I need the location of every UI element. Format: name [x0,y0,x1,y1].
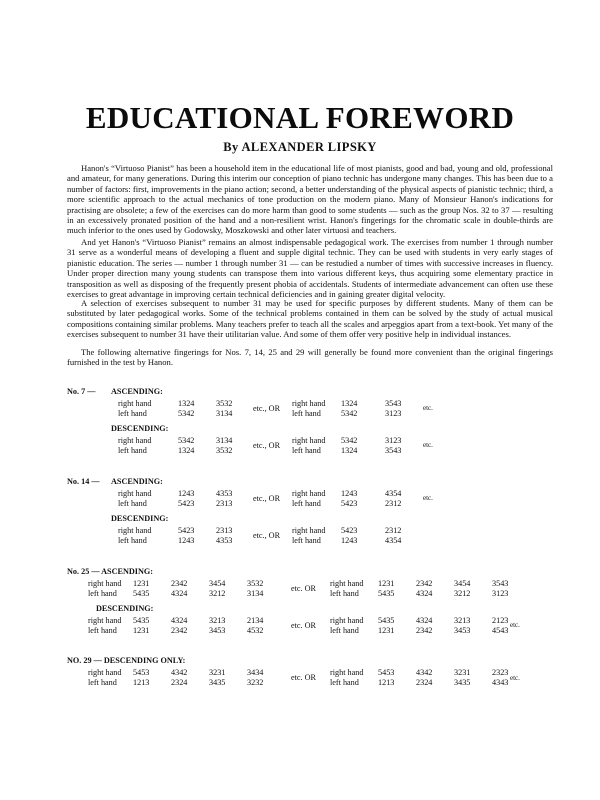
fingering-value: 3532 [216,446,233,455]
author-byline: By ALEXANDER LIPSKY [223,140,377,154]
hand-label: left hand [330,589,359,598]
hand-label: right hand [118,436,152,445]
fingering-value: 3453 [454,626,471,635]
fingering-value: 4324 [416,589,433,598]
fingering-value: 3213 [454,616,471,625]
fingering-value: 3232 [247,678,264,687]
fingering-value: 3231 [454,668,471,677]
fingering-value: 4532 [247,626,264,635]
fingering-value: 3123 [385,409,402,418]
fingering-value: 5435 [378,616,395,625]
fingering-value: 2313 [216,526,233,535]
fingering-value: 2312 [385,526,402,535]
fingering-value: 1231 [378,626,395,635]
fingering-value: 5453 [133,668,150,677]
fingering-value: 3123 [385,436,402,445]
fingering-value: 1243 [178,536,195,545]
fingering-value: 3532 [247,579,264,588]
fingering-value: 3543 [492,579,509,588]
fingering-value: 1243 [341,536,358,545]
fingering-value: 5453 [378,668,395,677]
fingering-value: 4543 [492,626,509,635]
etc-text: etc. [423,441,433,449]
exercise-label: No. 7 — [67,387,96,396]
hand-label: left hand [118,409,147,418]
paragraph-1: Hanon's “Virtuoso Pianist” has been a household item in the educational life of most pianists, good and bad, young and old, professional and amateur, for many generations. During this interim our conception of piano technic has undergone many changes. This has been due to a number of factors: first, improvements in the piano action; second, a better understanding of the physical aspects of pianistic technic; third, a more scientific approach to the actual mechanics of tone production on the modern piano. Many of Monsieur Hanon's indications for practising are obsolete; a few of the exercises can do more harm than good to some students — such as the group Nos. 32 to 37 — resulting in an excessively pronated position of the hand and a non-resilient wrist. Hanon's fingerings for the chromatic scale in double-thirds are much inferior to the ones used by Godowsky, Moszkowski and other later virtuosi and teachers. [67,163,553,236]
hand-label: right hand [118,526,152,535]
fingering-value: 3532 [216,399,233,408]
section-heading: DESCENDING: [96,604,154,613]
fingering-value: 2342 [416,626,433,635]
hand-label: left hand [118,446,147,455]
fingering-value: 3123 [492,589,509,598]
fingering-value: 1324 [341,399,358,408]
fingering-value: 3212 [209,589,226,598]
section-heading: ASCENDING: [111,477,163,486]
fingering-value: 2342 [171,579,188,588]
fingering-value: 3134 [216,409,233,418]
etc-or-text: etc., OR [253,494,281,503]
hand-label: left hand [292,499,321,508]
fingering-value: 4324 [416,616,433,625]
fingering-value: 2312 [385,499,402,508]
fingering-value: 4343 [492,678,509,687]
hand-label: right hand [118,399,152,408]
etc-or-text: etc., OR [253,441,281,450]
paragraph-2: And yet Hanon's “Virtuoso Pianist” remains an almost indispensable pedagogical work. The exercises from number 1 through number 31 serve as a wonderful means of developing a fluent and supple digital technic. They can be used with students in very early stages of pianistic education. The series — number 1 through number 31 — can be restudied a number of times with successive increases in fluency. Under proper direction many young students can transpose them into various different keys, thus acquiring some elementary practice in transposition as well as disposing of the frequently present phobia of accidentals. Students of intermediate advancement can often use these exercises to great advantage in improving certain technical deficiencies and in gaining greater digital velocity. [67,237,553,300]
fingering-value: 5435 [378,589,395,598]
fingering-value: 5342 [341,436,358,445]
fingering-value: 3134 [247,589,264,598]
hand-label: right hand [88,616,122,625]
hand-label: left hand [330,626,359,635]
fingering-value: 4353 [216,489,233,498]
fingering-value: 5435 [133,589,150,598]
fingering-value: 5342 [178,436,195,445]
fingering-value: 2342 [171,626,188,635]
fingering-value: 3435 [209,678,226,687]
etc-or-text: etc. OR [291,673,317,682]
exercise-label: No. 14 — [67,477,100,486]
fingering-value: 5342 [341,409,358,418]
section-heading: ASCENDING: [111,387,163,396]
paragraph-4: The following alternative fingerings for Nos. 7, 14, 25 and 29 will generally be found more convenient than the original fingerings furnished in the test by Hanon. [67,347,553,368]
etc-text: etc. [510,674,520,682]
hand-label: left hand [88,626,117,635]
hand-label: left hand [292,446,321,455]
fingering-value: 3435 [454,678,471,687]
fingering-value: 5342 [178,409,195,418]
hand-label: left hand [292,536,321,545]
fingering-value: 1213 [378,678,395,687]
fingering-value: 1243 [178,489,195,498]
etc-or-text: etc. OR [291,621,317,630]
fingering-value: 5423 [178,499,195,508]
fingering-value: 5423 [341,499,358,508]
fingering-value: 3454 [454,579,471,588]
etc-or-text: etc. OR [291,584,317,593]
hand-label: left hand [88,678,117,687]
etc-or-text: etc., OR [253,531,281,540]
fingering-value: 3434 [247,668,264,677]
fingering-value: 1231 [133,579,150,588]
etc-or-text: etc., OR [253,404,281,413]
fingering-value: 4324 [171,589,188,598]
hand-label: right hand [330,668,364,677]
page-title: EDUCATIONAL FOREWORD [85,100,515,135]
fingering-value: 4354 [385,489,402,498]
fingering-value: 3543 [385,446,402,455]
fingering-value: 3453 [209,626,226,635]
fingering-value: 3134 [216,436,233,445]
fingering-value: 4324 [171,616,188,625]
fingering-value: 2342 [416,579,433,588]
fingering-value: 4353 [216,536,233,545]
etc-text: etc. [510,621,520,629]
fingering-value: 3543 [385,399,402,408]
fingering-value: 5423 [178,526,195,535]
exercise-label: NO. 29 — DESCENDING ONLY: [67,656,186,665]
fingering-value: 5423 [341,526,358,535]
section-heading: DESCENDING: [111,514,169,523]
fingering-value: 5435 [133,616,150,625]
etc-text: etc. [423,404,433,412]
fingering-value: 4354 [385,536,402,545]
hand-label: right hand [330,579,364,588]
fingering-value: 2323 [492,668,509,677]
fingering-value: 3212 [454,589,471,598]
hand-label: left hand [118,499,147,508]
fingering-value: 3213 [209,616,226,625]
hand-label: right hand [292,526,326,535]
hand-label: right hand [292,436,326,445]
fingering-value: 2123 [492,616,509,625]
fingering-value: 2134 [247,616,264,625]
hand-label: left hand [292,409,321,418]
fingering-value: 1213 [133,678,150,687]
hand-label: right hand [330,616,364,625]
fingering-value: 1231 [378,579,395,588]
fingering-value: 4342 [416,668,433,677]
fingering-value: 2324 [416,678,433,687]
fingering-value: 1243 [341,489,358,498]
hand-label: right hand [292,399,326,408]
etc-text: etc. [423,494,433,502]
fingering-value: 2324 [171,678,188,687]
hand-label: right hand [292,489,326,498]
exercise-label: No. 25 — ASCENDING: [67,567,153,576]
hand-label: left hand [88,589,117,598]
hand-label: right hand [88,668,122,677]
fingering-value: 3231 [209,668,226,677]
fingering-value: 3454 [209,579,226,588]
hand-label: left hand [330,678,359,687]
hand-label: right hand [88,579,122,588]
hand-label: left hand [118,536,147,545]
fingering-value: 1324 [178,446,195,455]
fingering-value: 2313 [216,499,233,508]
fingering-value: 1324 [341,446,358,455]
hand-label: right hand [118,489,152,498]
fingering-value: 1324 [178,399,195,408]
fingering-value: 1231 [133,626,150,635]
paragraph-3: A selection of exercises subsequent to number 31 may be used for specific purposes by different students. Many of them can be substituted by later pedagogical works. Some of the technical problems contained in them can be solved by the study of actual musical compositions containing similar problems. Many teachers prefer to teach all the scales and arpeggios apart from a text-book. Yet many of the exercises subsequent to number 31 have their utilitarian value. And some of them offer very positive help in individual instances. [67,298,553,340]
section-heading: DESCENDING: [111,424,169,433]
fingering-value: 4342 [171,668,188,677]
